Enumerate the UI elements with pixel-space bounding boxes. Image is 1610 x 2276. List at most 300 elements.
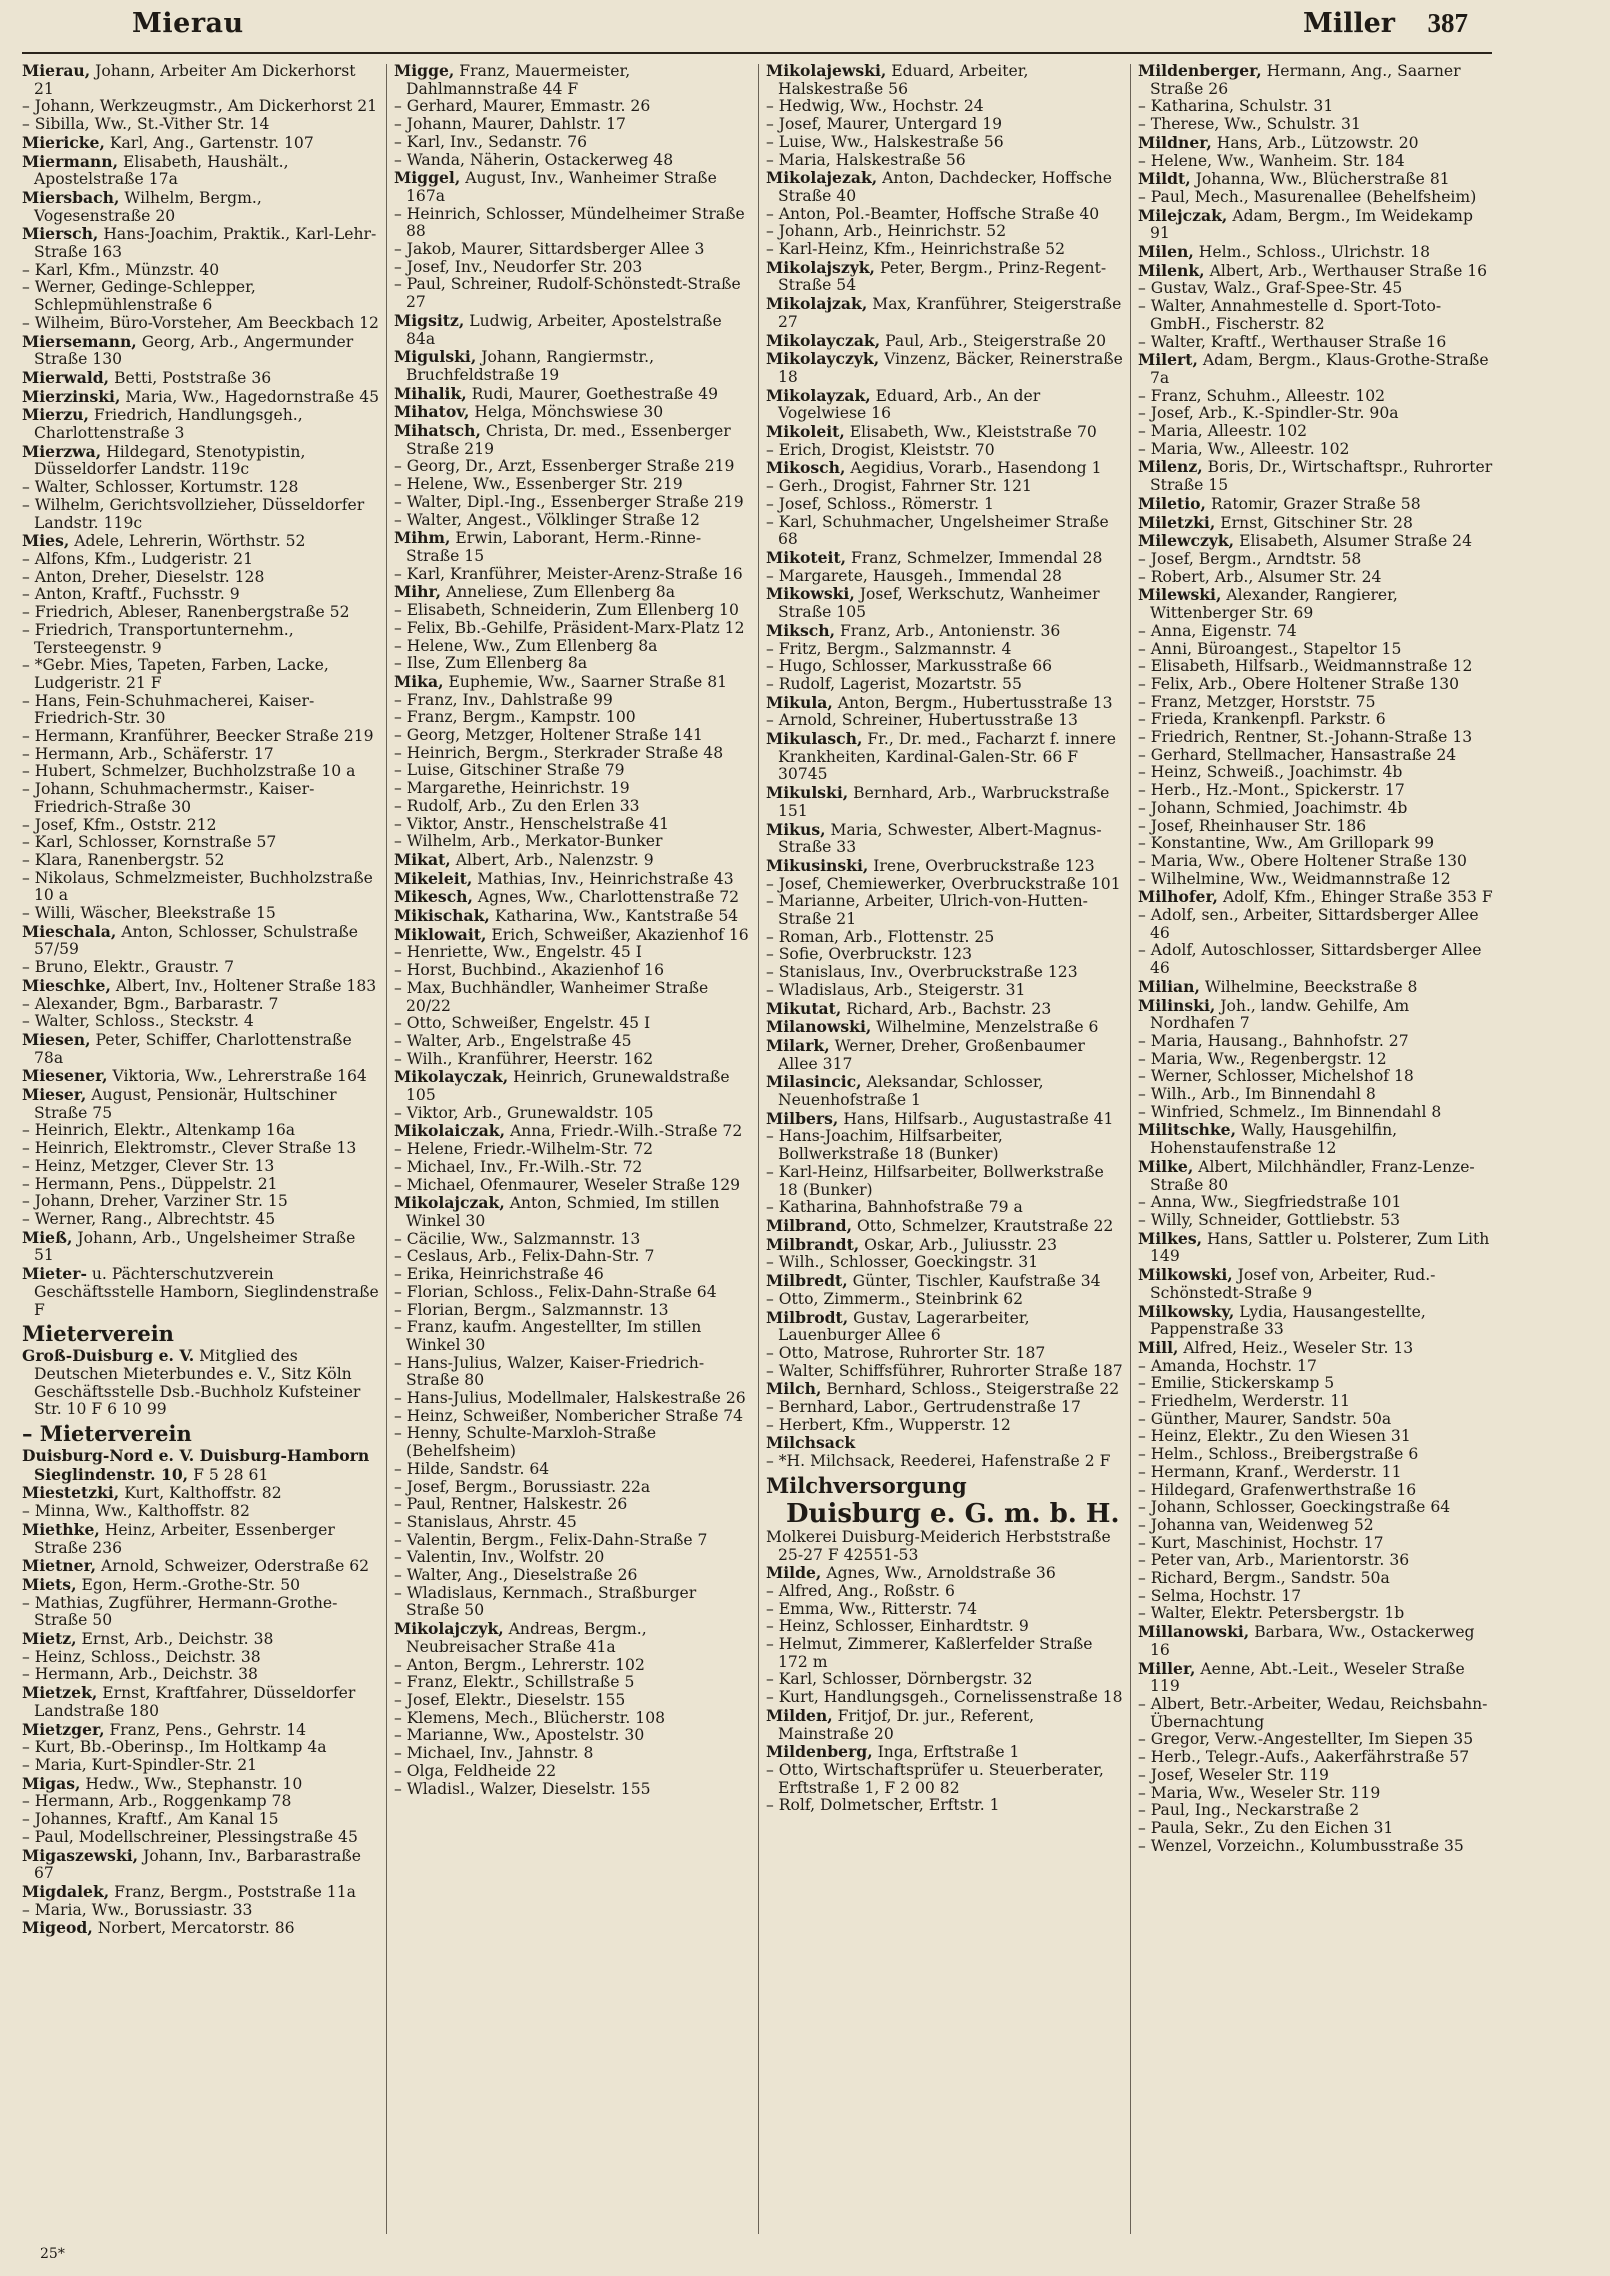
- directory-entry: [1138, 423, 1496, 441]
- header-left-guideword: Mierau: [132, 8, 244, 39]
- entry-details: – Katharina, Schulstr. 31: [1138, 97, 1334, 116]
- entry-details: Adam, Bergm., Klaus-Grothe-Straße 7a: [1150, 351, 1489, 387]
- entry-surname: Miets,: [22, 1574, 77, 1594]
- entry-details: Agnes, Ww., Arnoldstraße 36: [821, 1564, 1056, 1583]
- entry-details: – Valentin, Bergm., Felix-Dahn-Straße 7: [394, 1530, 708, 1549]
- entry-details: – Friedrich, Ableser, Ranenbergstraße 52: [22, 603, 350, 622]
- entry-details: Fritjof, Dr. jur., Referent, Mainstraße 20: [778, 1706, 1035, 1743]
- entry-details: – Peter van, Arb., Marientorstr. 36: [1138, 1551, 1410, 1570]
- entry-details: Ratomir, Grazer Straße 58: [1206, 494, 1421, 513]
- entry-details: – Wladislaus, Arb., Steigerstr. 31: [766, 980, 1026, 999]
- directory-entry: [394, 1248, 752, 1266]
- entry-surname: Milasincic,: [766, 1072, 862, 1092]
- directory-entry: [394, 1763, 752, 1781]
- entry-details: Wally, Hausgehilfin, Hohenstaufenstraße 12: [1150, 1121, 1398, 1158]
- directory-entry: [766, 622, 1124, 641]
- directory-entry: [766, 459, 1124, 478]
- directory-entry: [766, 549, 1124, 568]
- entry-details: – Luise, Ww., Halskestraße 56: [766, 132, 1004, 151]
- directory-entry: [394, 1425, 752, 1460]
- entry-details: Otto, Schmelzer, Krautstraße 22: [852, 1217, 1114, 1235]
- directory-entry: [394, 1122, 752, 1141]
- entry-details: – Josef, Arb., K.-Spindler-Str. 90a: [1138, 404, 1399, 423]
- entry-surname: Milejczak,: [1138, 205, 1228, 225]
- directory-entry: [766, 332, 1124, 351]
- directory-entry: [22, 817, 380, 835]
- entry-details: – Hermann, Kranf., Werderstr. 11: [1138, 1462, 1402, 1481]
- entry-details: – Elisabeth, Hilfsarb., Weidmannstraße 12: [1138, 657, 1473, 676]
- entry-surname: Duisburg-Nord e. V. Duisburg-Hamborn Sieglindenstr. 10,: [22, 1446, 370, 1484]
- directory-entry: [394, 1266, 752, 1284]
- directory-entry: [22, 1883, 380, 1902]
- directory-entry: [22, 315, 380, 333]
- directory-entry: [394, 692, 752, 710]
- directory-entry: [22, 1902, 380, 1920]
- directory-entry: [394, 134, 752, 152]
- entry-details: – Hugo, Schlosser, Markusstraße 66: [766, 657, 1053, 676]
- entry-surname: Miersemann,: [22, 331, 137, 351]
- directory-columns: [22, 62, 1492, 2242]
- entry-details: – Josef, Bergm., Arndtstr. 58: [1138, 549, 1362, 568]
- entry-details: – Adolf, Autoschlosser, Sittardsberger Allee 46: [1138, 941, 1482, 978]
- entry-details: Aenne, Abt.-Leit., Weseler Straße 119: [1150, 1659, 1465, 1696]
- entry-surname: Miklowait,: [394, 924, 487, 944]
- entry-details: – Florian, Bergm., Salzmannstr. 13: [394, 1300, 669, 1319]
- entry-details: – Heinz, Schloss., Deichstr. 38: [22, 1647, 261, 1666]
- entry-surname: Miersch,: [22, 224, 99, 244]
- entry-surname: Mikula,: [766, 692, 833, 712]
- directory-entry: [1138, 1731, 1496, 1749]
- directory-entry: [394, 494, 752, 512]
- entry-details: – Michael, Inv., Jahnstr. 8: [394, 1744, 594, 1763]
- entry-details: – Johann, Maurer, Dahlstr. 17: [394, 115, 626, 134]
- directory-entry: [22, 1757, 380, 1775]
- directory-entry: [22, 1595, 380, 1630]
- entry-surname: Milen,: [1138, 242, 1194, 262]
- directory-entry: [1138, 1121, 1496, 1157]
- entry-details: – Max, Buchhändler, Wanheimer Straße 20/22: [394, 978, 709, 1015]
- entry-details: Erich, Schweißer, Akazienhof 16: [486, 925, 749, 944]
- directory-entry: [1138, 978, 1496, 997]
- entry-details: – Helene, Ww., Wanheim. Str. 184: [1138, 151, 1405, 170]
- entry-details: Heinz, Arbeiter, Essenberger Straße 236: [34, 1520, 335, 1557]
- directory-entry: [394, 62, 752, 98]
- directory-entry: [1138, 1696, 1496, 1731]
- entry-details: – Minna, Ww., Kalthoffstr. 82: [22, 1502, 250, 1521]
- directory-entry: [22, 1229, 380, 1265]
- entry-details: – Franz, Schuhm., Alleestr. 102: [1138, 386, 1386, 405]
- directory-entry: [394, 1657, 752, 1675]
- entry-surname: Mikat,: [394, 849, 451, 869]
- directory-entry: [766, 1000, 1124, 1019]
- entry-details: – Maria, Ww., Alleestr. 102: [1138, 439, 1350, 458]
- entry-details: – Hildegard, Grafenwerthstraße 16: [1138, 1480, 1417, 1499]
- entry-details: – Johann, Arb., Heinrichstr. 52: [766, 222, 1007, 241]
- directory-entry: [394, 1105, 752, 1123]
- entry-surname: Millanowski,: [1138, 1622, 1250, 1642]
- entry-details: – Johann, Schmied, Joachimstr. 4b: [1138, 798, 1408, 817]
- entry-details: – Georg, Metzger, Holtener Straße 141: [394, 726, 703, 745]
- entry-details: – Johann, Schuhmachermstr., Kaiser-Friedrich-Straße 30: [22, 780, 315, 816]
- directory-entry: [766, 1037, 1124, 1073]
- entry-details: – Johanna van, Weidenweg 52: [1138, 1515, 1374, 1534]
- directory-entry: [394, 1015, 752, 1033]
- entry-details: Maria, Schwester, Albert-Magnus-Straße 33: [778, 820, 1102, 857]
- directory-entry: [22, 1265, 380, 1319]
- entry-details: – Maria, Ww., Regenbergstr. 12: [1138, 1049, 1387, 1068]
- entry-details: Hermann, Ang., Saarner Straße 26: [1150, 62, 1461, 98]
- directory-entry: [394, 1051, 752, 1069]
- entry-details: – Anton, Bergm., Lehrerstr. 102: [394, 1655, 645, 1674]
- entry-details: – Wilh., Kranführer, Heerstr. 162: [394, 1049, 654, 1068]
- entry-details: Günter, Tischler, Kaufstraße 34: [847, 1272, 1101, 1291]
- entry-surname: Mieß,: [22, 1227, 73, 1247]
- entry-details: – Helene, Ww., Essenberger Str. 219: [394, 475, 683, 494]
- entry-surname: Mikolajczak,: [394, 1193, 505, 1213]
- entry-details: – Maria, Kurt-Spindler-Str. 21: [22, 1755, 258, 1774]
- directory-entry: [1138, 551, 1496, 569]
- entry-details: – Walter, Ang., Dieselstraße 26: [394, 1566, 638, 1585]
- directory-entry: [1138, 1820, 1496, 1838]
- directory-entry: [1138, 62, 1496, 98]
- directory-entry: [766, 206, 1124, 224]
- entry-surname: Mikesch,: [394, 887, 473, 907]
- directory-entry: [1138, 1411, 1496, 1429]
- directory-entry: [22, 1684, 380, 1720]
- directory-entry: [766, 1199, 1124, 1217]
- header-right-guideword: Miller: [1302, 8, 1395, 39]
- entry-details: – Fritz, Bergm., Salzmannstr. 4: [766, 639, 1012, 658]
- entry-details: – Hilde, Sandstr. 64: [394, 1459, 550, 1478]
- entry-surname: Mietner,: [22, 1556, 97, 1576]
- directory-entry: [22, 569, 380, 587]
- entry-details: August, Inv., Wanheimer Straße 167a: [406, 169, 717, 205]
- entry-details: Aegidius, Vorarb., Hasendong 1: [845, 459, 1102, 478]
- entry-details: Johann, Rangiermstr., Bruchfeldstraße 19: [406, 348, 655, 384]
- directory-entry: [1138, 997, 1496, 1033]
- entry-surname: Milchsack: [766, 1433, 856, 1453]
- entry-surname: Milkowski,: [1138, 1265, 1233, 1285]
- entry-details: Arnold, Schweizer, Oderstraße 62: [96, 1557, 370, 1576]
- entry-surname: Mikolayzak,: [766, 385, 871, 405]
- entry-details: – Winfried, Schmelz., Im Binnendahl 8: [1138, 1102, 1442, 1121]
- entry-details: Oskar, Arb., Juliusstr. 23: [859, 1235, 1058, 1254]
- entry-surname: Groß-Duisburg e. V.: [22, 1346, 195, 1366]
- entry-details: Albert, Arb., Werthauser Straße 16: [1204, 261, 1488, 280]
- directory-entry: [1138, 207, 1496, 243]
- directory-entry: [1138, 189, 1496, 207]
- entry-surname: Mietzek,: [22, 1683, 98, 1703]
- entry-details: – Heinz, Elektr., Zu den Wiesen 31: [1138, 1427, 1411, 1446]
- directory-entry: [766, 876, 1124, 894]
- entry-surname: Milenk,: [1138, 260, 1205, 280]
- directory-entry: [394, 1549, 752, 1567]
- entry-details: – Selma, Hochstr. 17: [1138, 1586, 1302, 1605]
- entry-details: Boris, Dr., Wirtschaftspr., Ruhrorter Straße 15: [1150, 458, 1493, 495]
- entry-details: – *Gebr. Mies, Tapeten, Farben, Lacke, Ludgeristr. 21 F: [22, 656, 329, 692]
- entry-surname: Mildenberg,: [766, 1742, 873, 1762]
- entry-details: – Horst, Buchbind., Akazienhof 16: [394, 961, 665, 980]
- directory-entry: [22, 1630, 380, 1649]
- directory-entry: [394, 1390, 752, 1408]
- directory-entry: [766, 241, 1124, 259]
- entry-details: – Helmut, Zimmerer, Kaßlerfelder Straße 172 m: [766, 1635, 1093, 1671]
- directory-entry: [394, 727, 752, 745]
- directory-entry: [394, 1692, 752, 1710]
- entry-surname: Mikolajewski,: [766, 62, 887, 80]
- entry-details: – Walter, Angest., Völklinger Straße 12: [394, 510, 700, 529]
- entry-details: – Wilheim, Büro-Vorsteher, Am Beeckbach 12: [22, 313, 379, 332]
- directory-entry: [394, 206, 752, 241]
- entry-details: – Karl, Schlosser, Kornstraße 57: [22, 833, 277, 852]
- directory-entry: [1138, 334, 1496, 352]
- entry-details: – Helm., Schloss., Breibergstraße 6: [1138, 1445, 1419, 1464]
- directory-entry: [766, 62, 1124, 98]
- entry-surname: Mieter-: [22, 1264, 87, 1284]
- entry-details: Ludwig, Arbeiter, Apostelstraße 84a: [406, 311, 722, 348]
- directory-entry: [394, 259, 752, 277]
- entry-details: – Felix, Arb., Obere Holtener Straße 130: [1138, 674, 1460, 693]
- entry-surname: Miesener,: [22, 1066, 108, 1086]
- directory-entry: [394, 980, 752, 1015]
- directory-entry: [1138, 134, 1496, 153]
- entry-details: – Herb., Telegr.-Aufs., Aakerfährstraße 57: [1138, 1748, 1470, 1767]
- directory-entry: [394, 833, 752, 851]
- entry-details: – Johann, Dreher, Varziner Str. 15: [22, 1192, 288, 1211]
- directory-entry: [766, 423, 1124, 442]
- directory-entry: [766, 585, 1124, 621]
- directory-entry: [1138, 729, 1496, 747]
- directory-entry: [22, 279, 380, 314]
- directory-entry: [1138, 1086, 1496, 1104]
- entry-details: Franz, Pens., Gehrstr. 14: [104, 1720, 307, 1739]
- entry-details: – Franz, Metzger, Horststr. 75: [1138, 692, 1376, 711]
- entry-details: – Maria, Halskestraße 56: [766, 150, 966, 169]
- directory-entry: [394, 385, 752, 404]
- entry-surname: Mierzinski,: [22, 386, 121, 406]
- entry-surname: Mildner,: [1138, 132, 1212, 152]
- directory-entry: [394, 241, 752, 259]
- directory-entry: [394, 1068, 752, 1104]
- directory-entry: [22, 870, 380, 905]
- directory-entry: [22, 834, 380, 852]
- entry-details: Anton, Dachdecker, Hoffsche Straße 40: [778, 169, 1112, 205]
- directory-entry: [394, 870, 752, 889]
- entry-details: – Karl, Kranführer, Meister-Arenz-Straße 16: [394, 564, 743, 583]
- entry-details: – Klara, Ranenbergstr. 52: [22, 850, 225, 869]
- entry-details: – Franz, Inv., Dahlstraße 99: [394, 690, 613, 709]
- entry-surname: Milenz,: [1138, 457, 1203, 477]
- entry-details: – Otto, Wirtschaftsprüfer u. Steuerberater, Erftstraße 1, F 2 00 82: [766, 1760, 1104, 1797]
- directory-entry: [1138, 942, 1496, 977]
- entry-details: Vinzenz, Bäcker, Reinerstraße 18: [778, 350, 1123, 386]
- entry-details: – Hubert, Schmelzer, Buchholzstraße 10 a: [22, 762, 356, 781]
- directory-entry: [1138, 1482, 1496, 1500]
- entry-details: – Gerhard, Stellmacher, Hansastraße 24: [1138, 745, 1457, 764]
- entry-details: – Sibilla, Ww., St.-Vither Str. 14: [22, 115, 270, 134]
- directory-entry: [1138, 532, 1496, 551]
- directory-entry: [394, 888, 752, 907]
- directory-entry: [394, 169, 752, 205]
- entry-details: – Stanislaus, Ahrstr. 45: [394, 1512, 577, 1531]
- entry-details: – Marianne, Ww., Apostelstr. 30: [394, 1726, 645, 1745]
- entry-details: – Jakob, Maurer, Sittardsberger Allee 3: [394, 240, 705, 259]
- column-4: [1138, 62, 1496, 2242]
- entry-details: – Josef, Bergm., Borussiastr. 22a: [394, 1477, 651, 1496]
- directory-entry: [394, 583, 752, 602]
- entry-surname: Mikolajezak,: [766, 168, 878, 188]
- entry-details: Helm., Schloss., Ulrichstr. 18: [1193, 243, 1431, 262]
- entry-details: – Josef, Rheinhauser Str. 186: [1138, 816, 1367, 835]
- directory-entry: [394, 851, 752, 870]
- directory-entry: [1138, 1051, 1496, 1069]
- directory-entry: [22, 1557, 380, 1576]
- directory-entry: [22, 1484, 380, 1503]
- entry-surname: Mikischak,: [394, 906, 490, 926]
- entry-details: – Hans-Julius, Walzer, Kaiser-Friedrich-Straße 80: [394, 1353, 705, 1390]
- entry-details: – Gustav, Walz., Graf-Spee-Str. 45: [1138, 279, 1403, 298]
- directory-entry: [766, 946, 1124, 964]
- entry-details: – Heinz, Schweiß., Joachimstr. 4b: [1138, 763, 1403, 782]
- directory-entry: [394, 1479, 752, 1497]
- directory-entry: [766, 1636, 1124, 1671]
- directory-entry: [394, 1532, 752, 1550]
- entry-details: – Kurt, Bb.-Oberinsp., Im Holtkamp 4a: [22, 1738, 327, 1757]
- column-2: [394, 62, 752, 2242]
- entry-details: – Margarete, Hausgeh., Immendal 28: [766, 566, 1062, 585]
- directory-entry: [22, 905, 380, 923]
- directory-entry: [394, 1461, 752, 1479]
- entry-details: Anton, Bergm., Hubertusstraße 13: [832, 693, 1113, 712]
- directory-entry: [22, 959, 380, 977]
- column-3: [766, 62, 1124, 2242]
- entry-details: – Gregor, Verw.-Angestellter, Im Siepen 35: [1138, 1730, 1474, 1749]
- directory-entry: [22, 728, 380, 746]
- directory-entry: [766, 982, 1124, 1000]
- entry-surname: Mikolajszyk,: [766, 257, 875, 277]
- entry-surname: Milke,: [1138, 1156, 1194, 1176]
- directory-entry: [22, 1193, 380, 1211]
- directory-entry: [766, 1128, 1124, 1163]
- directory-entry: [1138, 1393, 1496, 1411]
- directory-entry: [1138, 1358, 1496, 1376]
- entry-surname: Miletio,: [1138, 493, 1206, 513]
- directory-entry: [22, 1122, 380, 1140]
- directory-entry: [766, 1434, 1124, 1453]
- entry-details: – Heinz, Metzger, Clever Str. 13: [22, 1156, 275, 1175]
- directory-entry: [22, 479, 380, 497]
- directory-entry: [22, 62, 380, 98]
- entry-details: – Michael, Inv., Fr.-Wilh.-Str. 72: [394, 1157, 643, 1176]
- directory-entry: [766, 568, 1124, 586]
- directory-entry: [766, 929, 1124, 947]
- entry-details: – Paul, Rentner, Halskestr. 26: [394, 1495, 628, 1514]
- directory-entry: [22, 1829, 380, 1847]
- entry-details: – Walter, Dipl.-Ing., Essenberger Straße 219: [394, 492, 744, 511]
- directory-entry: [22, 852, 380, 870]
- directory-entry: [394, 116, 752, 134]
- directory-entry: [394, 709, 752, 727]
- entry-details: – Maria, Ww., Obere Holtener Straße 130: [1138, 851, 1467, 870]
- entry-surname: Mihalik,: [394, 383, 467, 403]
- entry-details: Eduard, Arb., An der Vogelwiese 16: [778, 386, 1041, 423]
- entry-details: – Heinrich, Schlosser, Mündelheimer Straße 88: [394, 204, 745, 241]
- entry-details: – Anna, Ww., Siegfriedstraße 101: [1138, 1193, 1402, 1212]
- entry-details: Heinrich, Grunewaldstraße 105: [406, 1068, 730, 1105]
- entry-surname: Migge,: [394, 62, 455, 80]
- directory-entry: [394, 1194, 752, 1230]
- entry-details: – Hermann, Arb., Roggenkamp 78: [22, 1792, 292, 1811]
- entry-details: – Friedhelm, Werderstr. 11: [1138, 1392, 1351, 1411]
- directory-entry: [394, 422, 752, 458]
- directory-entry: [22, 996, 380, 1014]
- directory-entry: [1138, 818, 1496, 836]
- directory-entry: [22, 977, 380, 996]
- directory-entry: [1138, 1535, 1496, 1553]
- directory-entry: [394, 944, 752, 962]
- directory-entry: [22, 1347, 380, 1419]
- directory-entry: [766, 259, 1124, 295]
- directory-entry: [22, 1176, 380, 1194]
- directory-entry: [394, 620, 752, 638]
- directory-entry: [766, 442, 1124, 460]
- entry-details: Lydia, Hausangestellte, Pappenstraße 33: [1150, 1302, 1426, 1339]
- entry-surname: Milhofer,: [1138, 887, 1218, 907]
- entry-details: Josef, Werkschutz, Wanheimer Straße 105: [778, 585, 1100, 622]
- directory-entry: [394, 1302, 752, 1320]
- entry-surname: Mikoleit,: [766, 422, 845, 442]
- entry-surname: Mieschke,: [22, 975, 111, 995]
- directory-entry: [766, 1743, 1124, 1762]
- entry-details: – Wanda, Näherin, Ostackerweg 48: [394, 150, 674, 169]
- directory-entry: [1138, 298, 1496, 333]
- directory-entry: [766, 1399, 1124, 1417]
- directory-entry: [766, 1363, 1124, 1381]
- entry-details: – Johann, Werkzeugmstr., Am Dickerhorst 21: [22, 97, 378, 116]
- directory-entry: [1138, 888, 1496, 907]
- entry-details: Alfred, Heiz., Weseler Str. 13: [1178, 1338, 1414, 1357]
- entry-details: – Wilhelm, Arb., Merkator-Bunker: [394, 832, 663, 851]
- entry-surname: Mikus,: [766, 819, 826, 839]
- directory-entry: [394, 1514, 752, 1532]
- directory-entry: [22, 1140, 380, 1158]
- entry-details: – Maria, Hausang., Bahnhofstr. 27: [1138, 1031, 1409, 1050]
- entry-surname: Mihr,: [394, 582, 442, 602]
- entry-details: – Alfons, Kfm., Ludgeristr. 21: [22, 549, 253, 568]
- directory-entry: [22, 1793, 380, 1811]
- entry-details: Karl, Ang., Gartenstr. 107: [104, 133, 314, 152]
- directory-entry: [22, 923, 380, 959]
- entry-details: – Friedrich, Rentner, St.-Johann-Straße 13: [1138, 728, 1473, 747]
- entry-details: – Walter, Kraftf., Werthauser Straße 16: [1138, 332, 1447, 351]
- entry-details: Peter, Schiffer, Charlottenstraße 78a: [34, 1030, 352, 1067]
- directory-entry: [22, 1013, 380, 1031]
- entry-details: – Bruno, Elektr., Graustr. 7: [22, 958, 235, 977]
- entry-details: Aleksandar, Schlosser, Neuenhofstraße 1: [778, 1073, 1044, 1110]
- entry-details: Georg, Arb., Angermunder Straße 130: [34, 332, 354, 369]
- entry-details: Alexander, Rangierer, Wittenberger Str. 69: [1150, 586, 1398, 623]
- directory-entry: [1138, 907, 1496, 942]
- directory-entry: [22, 746, 380, 764]
- directory-entry: [22, 497, 380, 532]
- entry-details: Wilhelm, Bergm., Vogesenstraße 20: [34, 188, 262, 225]
- directory-entry: [766, 350, 1124, 386]
- directory-entry: [22, 622, 380, 657]
- directory-entry: [22, 657, 380, 692]
- entry-details: Paul, Arb., Steigerstraße 20: [880, 331, 1107, 350]
- entry-details: – Franz, kaufm. Angestellter, Im stillen Winkel 30: [394, 1318, 702, 1354]
- directory-entry: [394, 780, 752, 798]
